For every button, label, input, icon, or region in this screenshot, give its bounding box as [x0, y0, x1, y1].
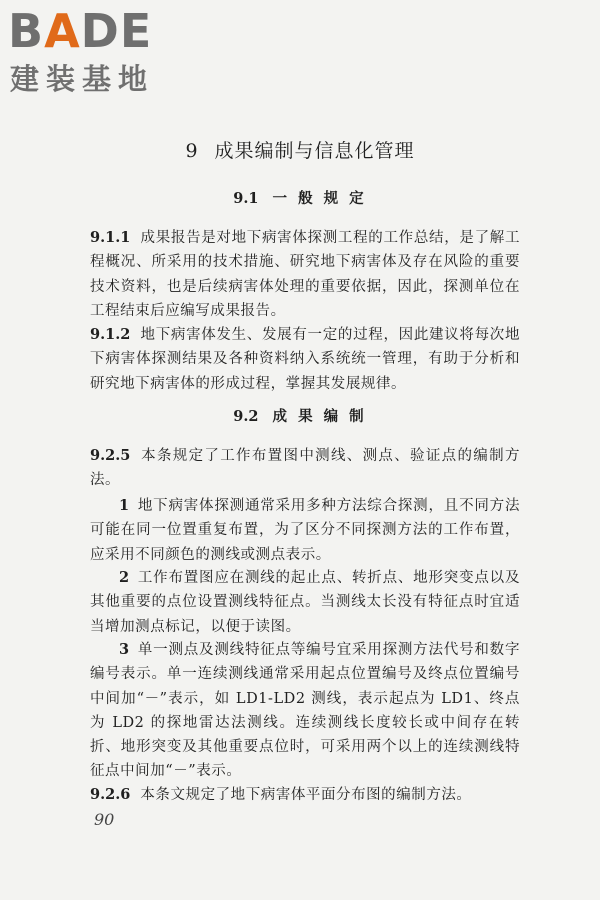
clause-9-1-2 [90, 323, 520, 396]
chapter-number: 9 [185, 140, 199, 162]
section-number: 9.1 [233, 190, 259, 207]
item-text: 地下病害体探测通常采用多种方法综合探测，且不同方法可能在同一位置重复布置，为了区分不同探测方法的工作布置，应采用不同颜色的测线或测点表示。 [90, 498, 520, 563]
item-number: 1 [119, 497, 130, 514]
clause-text: 地下病害体发生、发展有一定的过程，因此建议将每次地下病害体探测结果及各种资料纳入系统统一管理，有助于分析和研究地下病害体的形成过程，掌握其发展规律。 [90, 327, 520, 392]
clause-number: 9.1.2 [90, 326, 131, 343]
clause-text: 本条规定了工作布置图中测线、测点、验证点的编制方法。 [90, 448, 520, 489]
logo-subtitle: 建装基地 [10, 62, 155, 96]
section-title-9-1 [0, 188, 600, 210]
logo-wordmark: BADE [8, 4, 153, 58]
clause-9-2-5 [90, 444, 520, 493]
item-text: 单一测点及测线特征点等编号宜采用探测方法代号和数字编号表示。单一连续测线通常采用起点位置编号及终点位置编号中间加“－”表示，如 LD1-LD2 测线，表示起点为 LD1、终点为 LD2 的探地雷达法测线。连续测线长度较长或中间存在转折、地形突变及其他重要点位时，可采用两个以上的连续测线特征点中间加“－”表示。 [90, 642, 520, 780]
clause-9-1-1 [90, 226, 520, 323]
page-number: 90 [94, 810, 115, 829]
item-text: 工作布置图应在测线的起止点、转折点、地形突变点以及其他重要的点位设置测线特征点。当测线太长没有特征点时宜适当增加测点标记，以便于读图。 [90, 570, 520, 635]
clause-number: 9.1.1 [90, 229, 131, 246]
chapter-title [0, 138, 600, 164]
clause-text: 本条文规定了地下病害体平面分布图的编制方法。 [140, 787, 472, 803]
list-item-3 [90, 638, 520, 784]
section-title-9-2 [0, 406, 600, 428]
list-item-1 [90, 494, 520, 567]
clause-9-2-6 [90, 783, 520, 807]
logo-accent-letter: A [44, 4, 81, 58]
section-number: 9.2 [233, 408, 259, 425]
list-item-2 [90, 566, 520, 639]
chapter-title-text: 成果编制与信息化管理 [214, 140, 415, 162]
clause-number: 9.2.5 [90, 447, 131, 464]
item-number: 3 [119, 641, 130, 658]
clause-number: 9.2.6 [90, 786, 131, 803]
logo [8, 6, 178, 98]
section-title-text: 一 般 规 定 [272, 190, 367, 207]
clause-text: 成果报告是对地下病害体探测工程的工作总结，是了解工程概况、所采用的技术措施、研究地下病害体及存在风险的重要技术资料，也是后续病害体处理的重要依据，因此，探测单位在工程结束后应编写成果报告。 [90, 230, 520, 319]
item-number: 2 [119, 569, 130, 586]
section-title-text: 成 果 编 制 [272, 408, 367, 425]
